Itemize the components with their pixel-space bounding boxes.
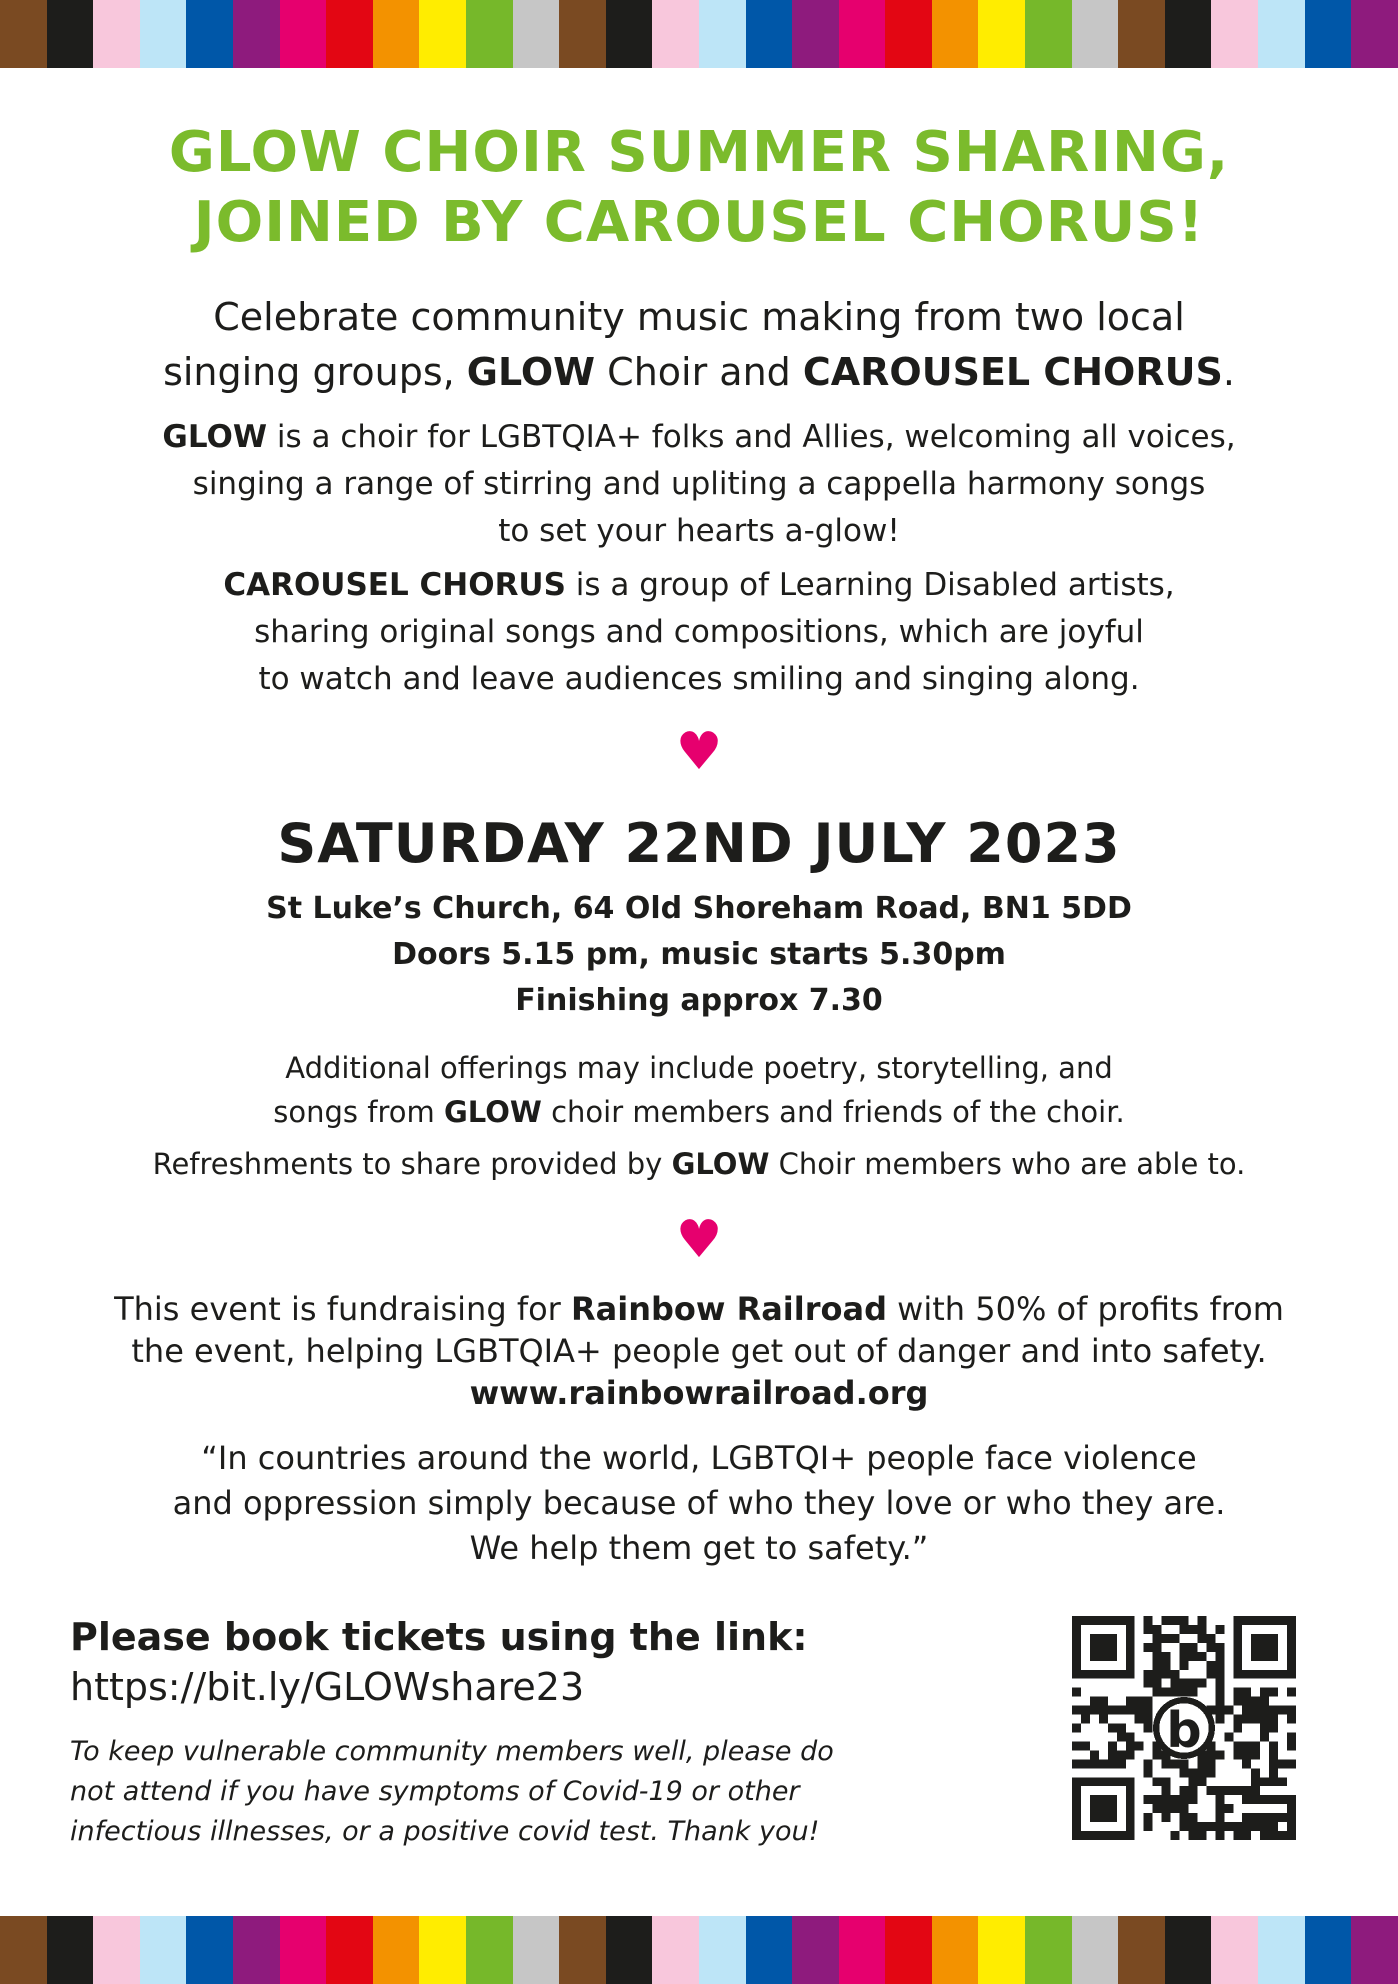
stripe-segment (1118, 0, 1165, 68)
glow-brand: GLOW (466, 350, 596, 394)
stripe-segment (885, 1916, 932, 1984)
stripe-segment (373, 1916, 420, 1984)
glow-description: GLOW is a choir for LGBTQIA+ folks and Allies, welcoming all voices, singing a range of stirring and upliting a cappella harmony songs to set your hearts a-glow! (162, 419, 1236, 549)
stripe-segment (699, 1916, 746, 1984)
booking-link[interactable]: https://bit.ly/GLOWshare23 (70, 1665, 585, 1709)
stripe-segment (885, 0, 932, 68)
stripe-segment (47, 0, 94, 68)
stripe-segment (652, 1916, 699, 1984)
fundraising-paragraph: This event is fundraising for Rainbow Railroad with 50% of profits from the event, helping LGBTQIA+ people get out of danger and into safety. www.rainbowrailroad.org (0, 1288, 1398, 1414)
stripe-segment (419, 1916, 466, 1984)
stripe-segment (186, 1916, 233, 1984)
stripe-segment (1165, 1916, 1212, 1984)
stripe-segment (978, 1916, 1025, 1984)
stripe-segment (233, 0, 280, 68)
stripe-segment (1351, 0, 1398, 68)
glow-brand: GLOW (443, 1095, 542, 1129)
stripe-segment (606, 0, 653, 68)
intro-line-2: singing groups, GLOW Choir and CAROUSEL CHORUS. (163, 350, 1235, 394)
stripe-segment (373, 0, 420, 68)
stripe-segment (1211, 1916, 1258, 1984)
stripe-segment (1072, 1916, 1119, 1984)
bitly-logo-icon: b (1166, 1700, 1202, 1759)
intro-paragraph (0, 290, 1398, 400)
stripe-segment (792, 1916, 839, 1984)
rainbow-stripe-top (0, 0, 1398, 68)
stripe-segment (1025, 1916, 1072, 1984)
qr-code-icon[interactable] (1072, 1616, 1296, 1840)
stripe-segment (932, 0, 979, 68)
event-doors: Doors 5.15 pm, music starts 5.30pm (392, 937, 1006, 972)
stripe-segment (280, 0, 327, 68)
carousel-brand: CAROUSEL CHORUS (802, 350, 1223, 394)
stripe-segment (1351, 1916, 1398, 1984)
stripe-segment (513, 1916, 560, 1984)
stripe-segment (1118, 1916, 1165, 1984)
heart-icon: ♥ (675, 722, 723, 782)
title-line-2: JOINED BY CAROUSEL CHORUS! (193, 190, 1205, 255)
event-details (0, 886, 1398, 1024)
rainbow-stripe-bottom (0, 1916, 1398, 1984)
stripe-segment (1258, 1916, 1305, 1984)
stripe-segment (1165, 0, 1212, 68)
stripe-segment (1258, 0, 1305, 68)
stripe-segment (0, 1916, 47, 1984)
stripe-segment (1025, 0, 1072, 68)
page-title (0, 118, 1398, 258)
carousel-brand: CAROUSEL CHORUS (223, 567, 566, 603)
glow-brand: GLOW (671, 1147, 770, 1181)
glow-brand: GLOW (162, 419, 268, 455)
covid-notice: To keep vulnerable community members well, please do not attend if you have symptoms of Covid-19 or other infectious illnesses, or a positive covid test. Thank you! (70, 1736, 834, 1847)
stripe-segment (559, 1916, 606, 1984)
stripe-segment (839, 1916, 886, 1984)
stripe-segment (326, 1916, 373, 1984)
stripe-segment (746, 0, 793, 68)
stripe-segment (466, 0, 513, 68)
additional-offerings: Additional offerings may include poetry, storytelling, and songs from GLOW choir members and friends of the choir. (273, 1051, 1125, 1129)
booking-heading: Please book tickets using the link: (70, 1615, 808, 1659)
stripe-segment (419, 0, 466, 68)
stripe-segment (513, 0, 560, 68)
event-venue: St Luke’s Church, 64 Old Shoreham Road, BN1 5DD (266, 891, 1132, 926)
stripe-segment (466, 1916, 513, 1984)
stripe-segment (1211, 0, 1258, 68)
stripe-segment (1072, 0, 1119, 68)
stripe-segment (746, 1916, 793, 1984)
stripe-segment (932, 1916, 979, 1984)
event-finish: Finishing approx 7.30 (515, 983, 883, 1018)
stripe-segment (140, 0, 187, 68)
stripe-segment (1305, 0, 1352, 68)
stripe-segment (47, 1916, 94, 1984)
stripe-segment (559, 0, 606, 68)
stripe-segment (93, 1916, 140, 1984)
stripe-segment (652, 0, 699, 68)
event-date: SATURDAY 22ND JULY 2023 (277, 812, 1121, 875)
charity-website-link[interactable]: www.rainbowrailroad.org (469, 1374, 929, 1412)
charity-name: Rainbow Railroad (570, 1290, 887, 1328)
stripe-segment (93, 0, 140, 68)
stripe-segment (233, 1916, 280, 1984)
stripe-segment (326, 0, 373, 68)
refreshments-note: Refreshments to share provided by GLOW Choir members who are able to. (152, 1147, 1246, 1181)
stripe-segment (699, 0, 746, 68)
heart-icon: ♥ (675, 1210, 723, 1270)
intro-line-1: Celebrate community music making from two local (213, 295, 1185, 339)
carousel-description: CAROUSEL CHORUS is a group of Learning Disabled artists, sharing original songs and compositions, which are joyful to watch and leave audiences smiling and singing along. (223, 567, 1175, 697)
charity-quote: “In countries around the world, LGBTQI+ people face violence and oppression simply because of who they love or who they are. We help them get to safety.” (172, 1439, 1226, 1567)
stripe-segment (606, 1916, 653, 1984)
stripe-segment (0, 0, 47, 68)
stripe-segment (978, 0, 1025, 68)
stripe-segment (1305, 1916, 1352, 1984)
stripe-segment (792, 0, 839, 68)
title-line-1: GLOW CHOIR SUMMER SHARING, (168, 120, 1230, 185)
stripe-segment (140, 1916, 187, 1984)
stripe-segment (186, 0, 233, 68)
stripe-segment (839, 0, 886, 68)
booking-section (70, 1612, 970, 1852)
stripe-segment (280, 1916, 327, 1984)
